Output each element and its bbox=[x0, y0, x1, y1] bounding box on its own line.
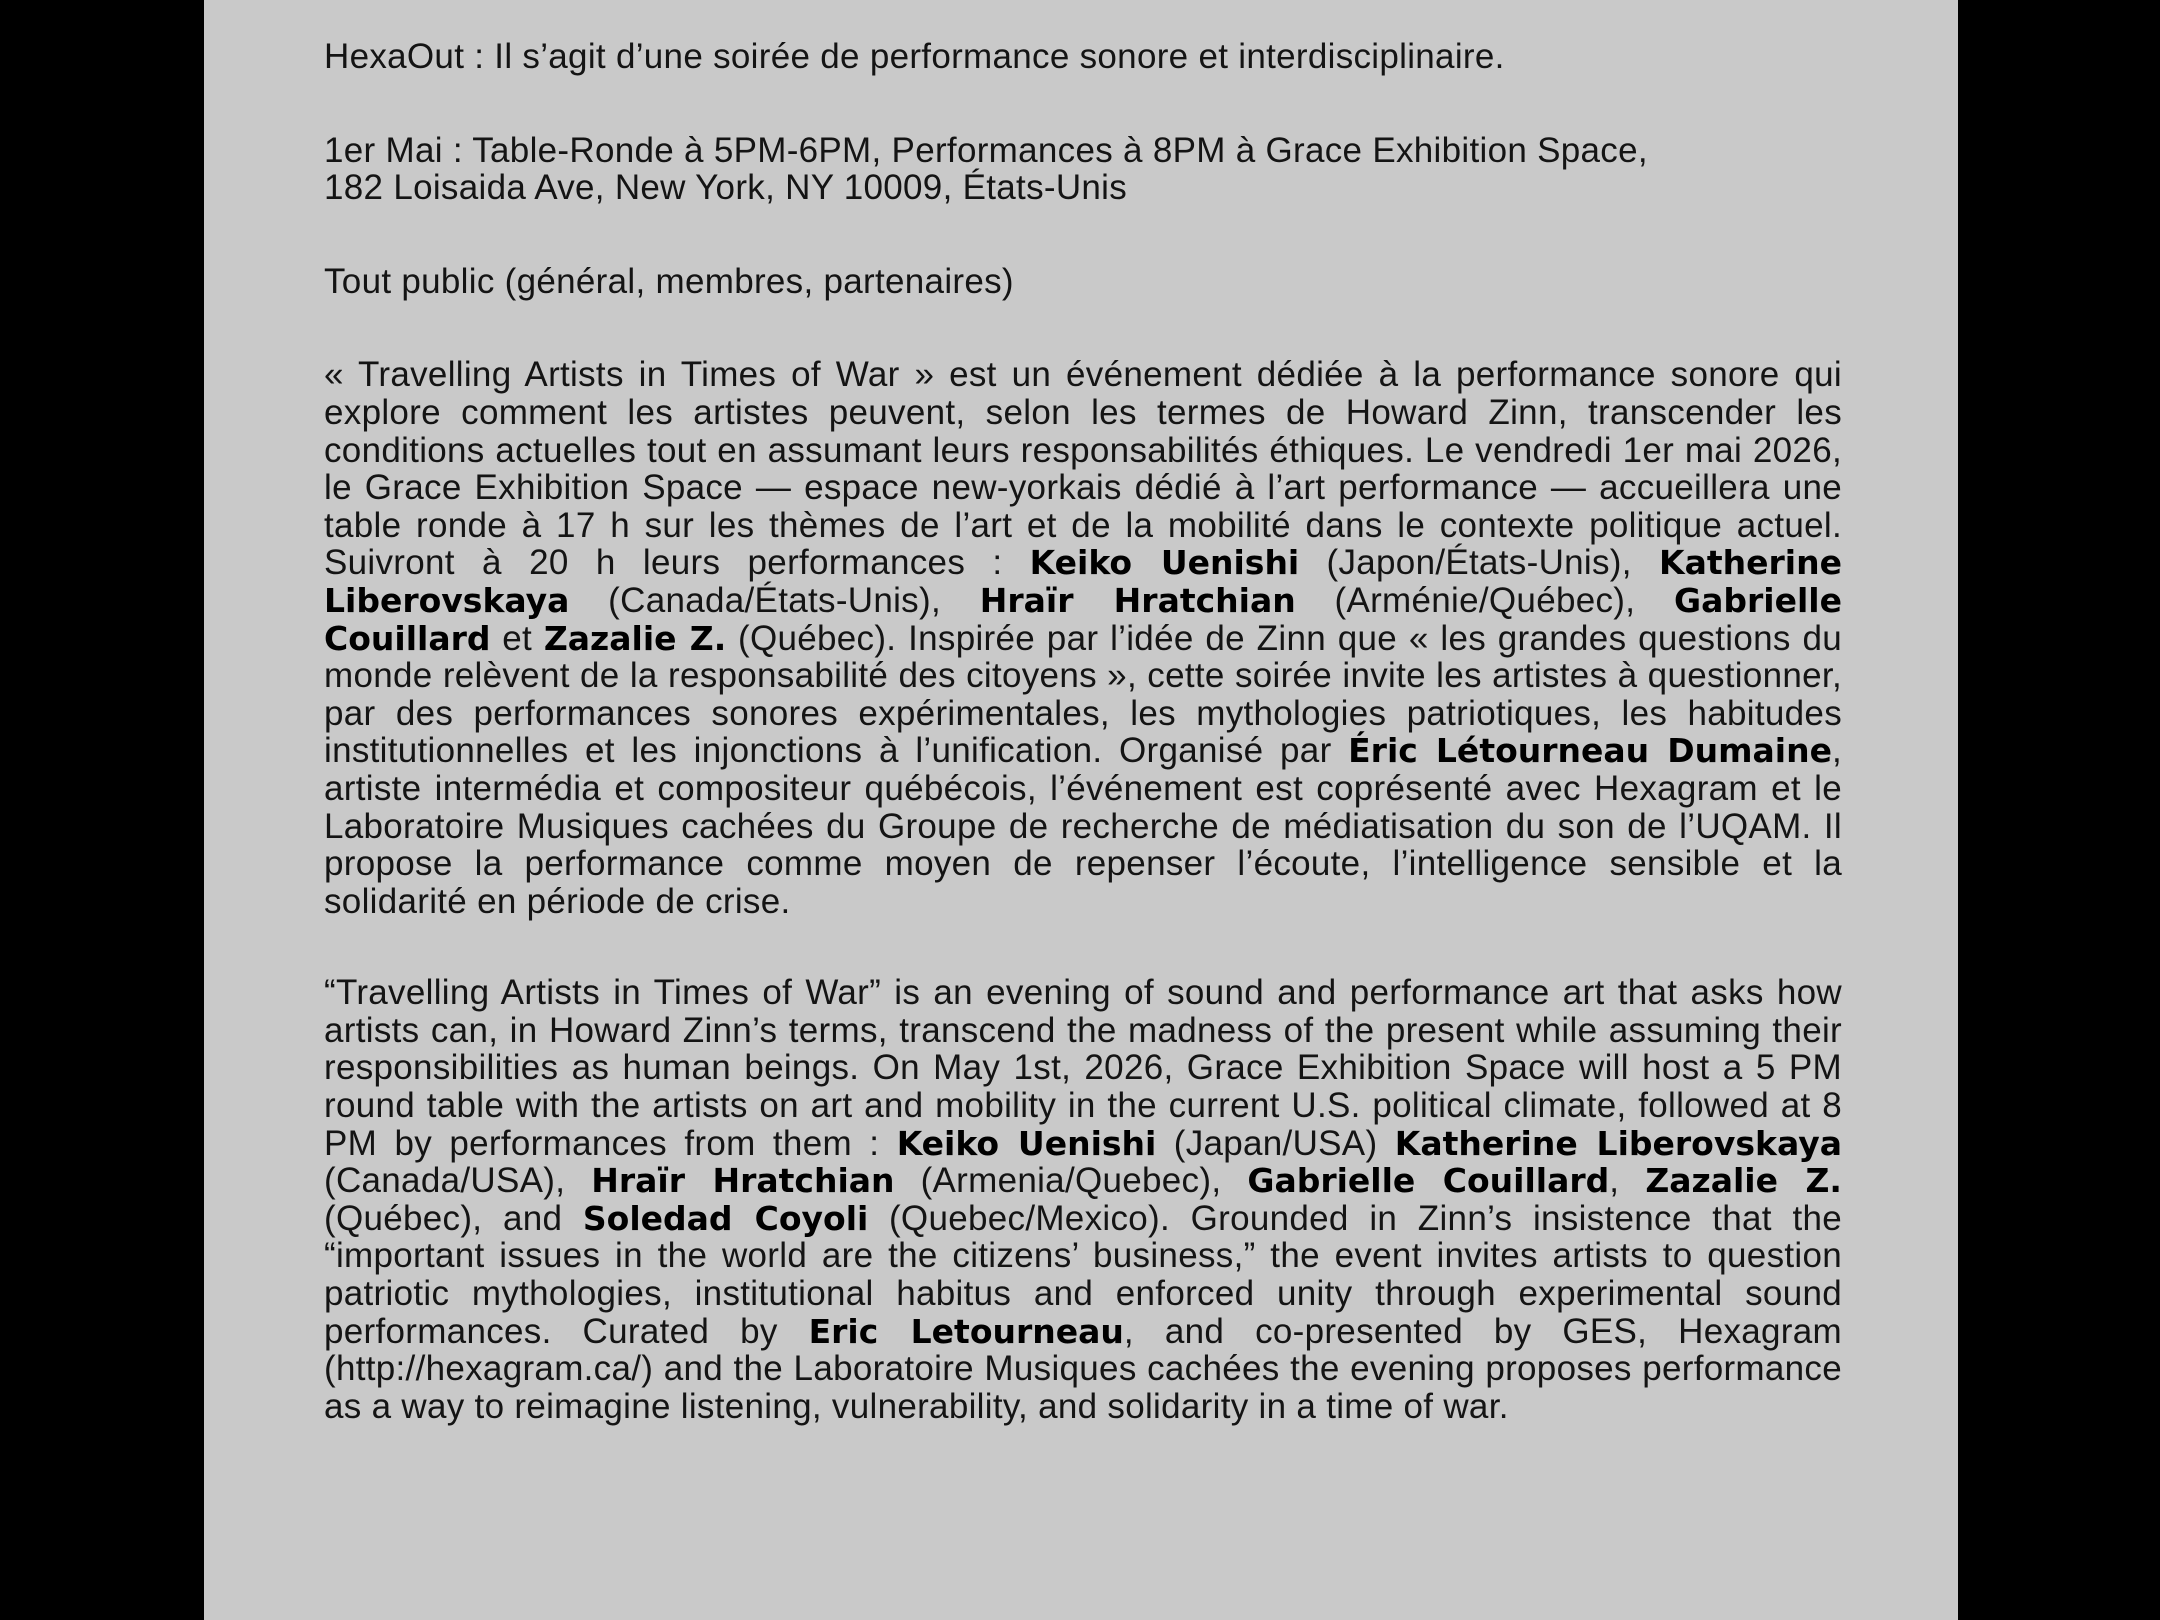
artist-name: Keiko Uenishi bbox=[1029, 543, 1300, 583]
curator-name: Eric Letourneau bbox=[808, 1311, 1124, 1351]
artist-name: Katherine Liberovskaya bbox=[324, 543, 1842, 620]
audience-text: Tout public (général, membres, partenaires) bbox=[324, 261, 1014, 301]
english-text-8: , and co-presented by GES, Hexagram (http://hexagram.ca/) and the Laboratoire Musiques cachées the evening proposes performance as a way to reimagine listening, vulnerability, and solidarity in a time of war. bbox=[324, 1311, 1842, 1426]
english-text-6: (Québec), and bbox=[324, 1198, 583, 1238]
french-text-3: (Canada/États-Unis), bbox=[569, 580, 980, 620]
artist-name: Zazalie Z. bbox=[543, 618, 727, 658]
english-description bbox=[324, 974, 1842, 1425]
header-text: HexaOut : Il s’agit d’une soirée de performance sonore et interdisciplinaire. bbox=[324, 37, 1505, 76]
event-details bbox=[324, 132, 1842, 207]
french-text-2: (Japon/États-Unis), bbox=[1299, 543, 1660, 583]
document-page bbox=[204, 0, 1958, 1620]
english-text-3: (Canada/USA), bbox=[324, 1161, 592, 1201]
artist-name: Hraïr Hratchian bbox=[591, 1161, 895, 1201]
english-text-4: (Armenia/Quebec), bbox=[894, 1161, 1248, 1201]
artist-name: Katherine Liberovskaya bbox=[1394, 1123, 1842, 1163]
french-text-6: (Québec). Inspirée par l’idée de Zinn que « les grandes questions du monde relèvent de la responsabilité des citoyens », cette soirée invite les artistes à questionner, par des performances sonores expérimentales, les mythologies patriotiques, les habitudes institutionnelles et les injonctions à l’unification. Organisé par bbox=[324, 618, 1842, 771]
event-line-1: 1er Mai : Table-Ronde à 5PM-6PM, Performances à 8PM à Grace Exhibition Space, bbox=[324, 130, 1648, 170]
audience-line bbox=[324, 263, 1842, 301]
artist-name: Keiko Uenishi bbox=[896, 1123, 1157, 1163]
english-text-1: “Travelling Artists in Times of War” is an evening of sound and performance art that asks how artists can, in Howard Zinn’s terms, transcend the madness of the present while assuming their responsibilities as human beings. On May 1st, 2026, Grace Exhibition Space will host a 5 PM round table with the artists on art and mobility in the current U.S. political climate, followed at 8 PM by performances from them : bbox=[324, 973, 1842, 1163]
french-text-1: « Travelling Artists in Times of War » est un événement dédiée à la performance sonore qui explore comment les artistes peuvent, selon les termes de Howard Zinn, transcender les conditions actuelles tout en assumant leurs responsabilités éthiques. Le vendredi 1er mai 2026, le Grace Exhibition Space — espace new-yorkais dédié à l’art performance — accueillera une table ronde à 17 h sur les thèmes de l’art et de la mobilité dans le contexte politique actuel. Suivront à 20 h leurs performances : bbox=[324, 355, 1842, 583]
event-line-2: 182 Loisaida Ave, New York, NY 10009, États-Unis bbox=[324, 168, 1128, 208]
artist-name: Hraïr Hratchian bbox=[979, 580, 1296, 620]
english-text-7: (Quebec/Mexico). Grounded in Zinn’s insistence that the “important issues in the world are the citizens’ business,” the event invites artists to question patriotic mythologies, institutional habitus and enforced unity through experimental sound performances. Curated by bbox=[324, 1198, 1843, 1351]
document-content bbox=[324, 38, 1842, 1481]
english-text-2: (Japan/USA) bbox=[1156, 1123, 1395, 1163]
curator-name: Éric Létourneau Dumaine bbox=[1348, 731, 1832, 771]
english-text-5: , bbox=[1609, 1161, 1646, 1201]
artist-name: Gabrielle Couillard bbox=[324, 580, 1842, 658]
artist-name: Soledad Coyoli bbox=[582, 1198, 869, 1238]
french-text-4: (Arménie/Québec), bbox=[1295, 580, 1675, 620]
header-line bbox=[324, 38, 1842, 76]
artist-name: Zazalie Z. bbox=[1645, 1161, 1842, 1201]
french-text-5: et bbox=[490, 618, 544, 658]
french-text-7: , artiste intermédia et compositeur québécois, l’événement est coprésenté avec Hexagram et le Laboratoire Musiques cachées du Groupe de recherche de médiatisation du son de l’UQAM. Il propose la performance comme moyen de repenser l’écoute, l’intelligence sensible et la solidarité en période de crise. bbox=[324, 731, 1842, 921]
french-description bbox=[324, 356, 1842, 920]
artist-name: Gabrielle Couillard bbox=[1247, 1161, 1610, 1201]
